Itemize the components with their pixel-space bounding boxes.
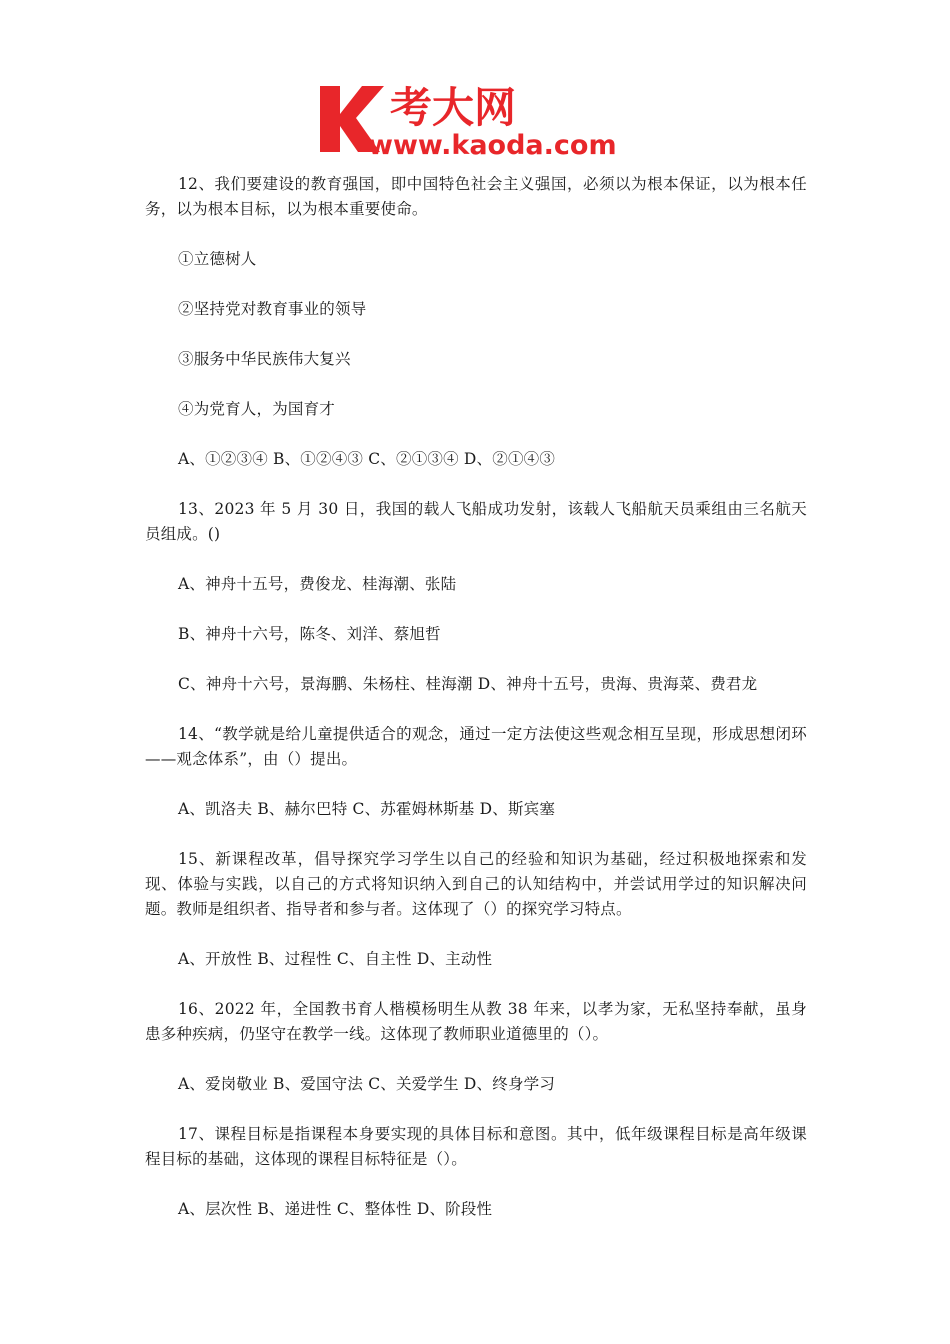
q15-options: A、开放性 B、过程性 C、自主性 D、主动性 (178, 950, 493, 968)
q13-option-a: A、神舟十五号，费俊龙、桂海潮、张陆 (178, 575, 457, 593)
question-13: 13、2023 年 5 月 30 日，我国的载人飞船成功发射，该载人飞船航天员乘组由三名航天员组成。() (145, 500, 807, 543)
q12-options: A、①②③④ B、①②④③ C、②①③④ D、②①④③ (178, 450, 556, 468)
q12-item-2: ②坚持党对教育事业的领导 (178, 300, 367, 318)
question-15: 15、新课程改革，倡导探究学习学生以自己的经验和知识为基础，经过积极地探索和发现、体验与实践，以自己的方式将知识纳入到自己的认知结构中，并尝试用学过的知识解决问题。教师是组织者、指导者和参与者。这体现了（）的探究学习特点。 (145, 850, 807, 918)
q13-option-cd: C、神舟十六号，景海鹏、朱杨柱、桂海潮 D、神舟十五号，贵海、贵海菜、费君龙 (178, 675, 758, 693)
q16-options: A、爱岗敬业 B、爱国守法 C、关爱学生 D、终身学习 (178, 1075, 556, 1093)
kaoda-logo (318, 78, 640, 162)
document-body (145, 172, 807, 1247)
question-12: 12、我们要建设的教育强国，即中国特色社会主义强国，必须以为根本保证，以为根本任务，以为根本目标，以为根本重要使命。 (145, 175, 807, 218)
q13-option-b: B、神舟十六号，陈冬、刘洋、蔡旭哲 (178, 625, 441, 643)
kaoda-logo-graphic (318, 78, 640, 162)
q17-options: A、层次性 B、递进性 C、整体性 D、阶段性 (178, 1200, 493, 1218)
q12-item-4: ④为党育人，为国育才 (178, 400, 336, 418)
logo-url: www.kaoda.com (368, 130, 617, 161)
question-14: 14、“教学就是给儿童提供适合的观念，通过一定方法使这些观念相互呈现，形成思想闭环——观念体系”，由（）提出。 (145, 725, 807, 768)
question-16: 16、2022 年，全国教书育人楷模杨明生从教 38 年来，以孝为家，无私坚持奉献，虽身患多种疾病，仍坚守在教学一线。这体现了教师职业道德里的（）。 (145, 1000, 807, 1043)
logo-brand-cn: 考大网 (390, 83, 517, 132)
question-17: 17、课程目标是指课程本身要实现的具体目标和意图。其中，低年级课程目标是高年级课程目标的基础，这体现的课程目标特征是（）。 (145, 1125, 807, 1168)
q12-item-3: ③服务中华民族伟大复兴 (178, 350, 351, 368)
q12-item-1: ①立德树人 (178, 250, 257, 268)
q14-options: A、凯洛夫 B、赫尔巴特 C、苏霍姆林斯基 D、斯宾塞 (178, 800, 556, 818)
